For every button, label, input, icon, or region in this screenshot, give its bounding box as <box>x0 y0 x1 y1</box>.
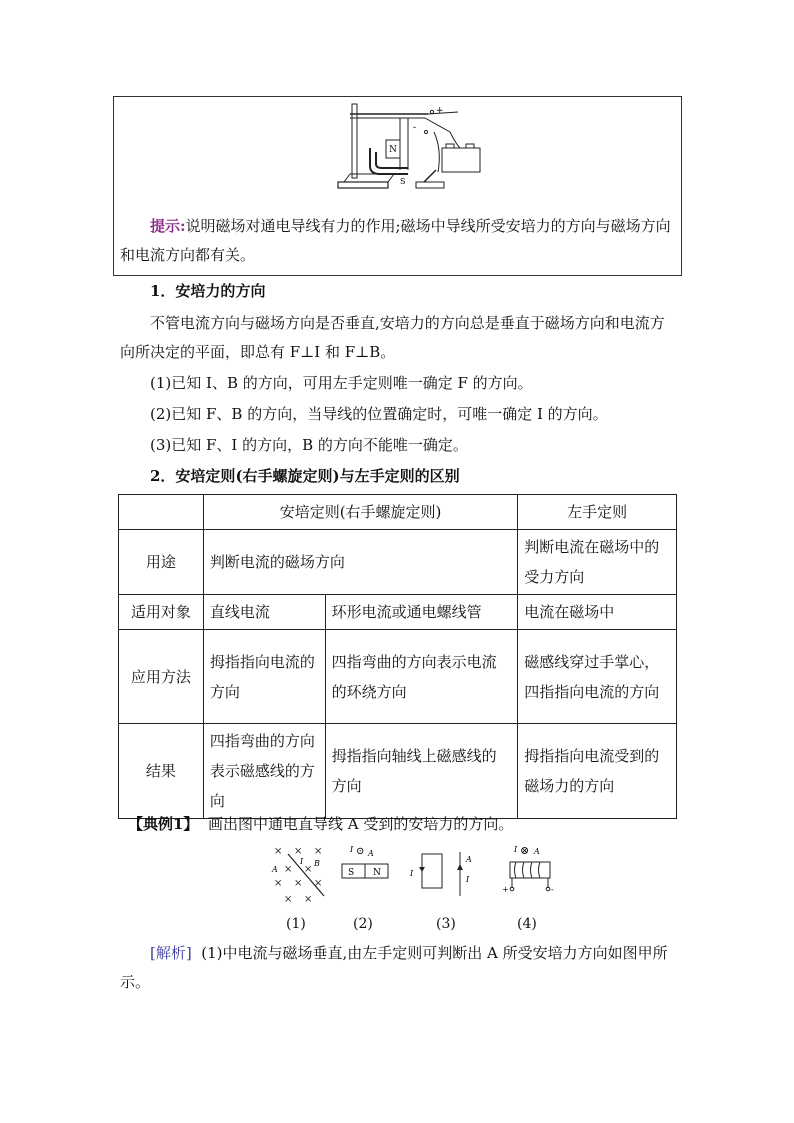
hint-label: 提示: <box>150 217 186 235</box>
table-cell: 直线电流 <box>203 595 325 630</box>
table-cell: 判断电流的磁场方向 <box>203 530 517 595</box>
section1-item-2: (2)已知 F、B 的方向，当导线的位置确定时，可唯一确定 I 的方向。 <box>150 405 608 423</box>
plus-label: + <box>436 106 444 116</box>
svg-text:-: - <box>551 885 554 894</box>
svg-text:×: × <box>294 878 303 889</box>
svg-text:×: × <box>284 894 293 905</box>
label-A: A <box>272 865 278 874</box>
section1-item-3: (3)已知 F、I 的方向，B 的方向不能唯一确定。 <box>150 436 468 454</box>
analysis-text: (1)中电流与磁场垂直,由左手定则可判断出 A 所受安培力方向如图甲所示。 <box>120 944 668 991</box>
table-cell: 环形电流或通电螺线管 <box>325 595 518 630</box>
example-tag: 【典例1】 <box>128 815 199 833</box>
table-cell: 四指弯曲的方向表示磁感线的方向 <box>203 724 325 819</box>
section1-intro: 不管电流方向与磁场方向是否垂直,安培力的方向总是垂直于磁场方向和电流方向所决定的平面，即总有 F⊥I 和 F⊥B。 <box>120 314 665 361</box>
svg-text:×: × <box>274 846 283 857</box>
table-row-label: 适用对象 <box>119 595 204 630</box>
table-cell: 拇指指向电流受到的磁场力的方向 <box>518 724 677 819</box>
figure-caption-3: (3) <box>436 916 456 932</box>
table-cell: 拇指指向轴线上磁感线的方向 <box>325 724 518 819</box>
svg-text:×: × <box>314 878 323 889</box>
example-figure-2 <box>340 840 392 886</box>
table-row <box>119 630 677 724</box>
cross-icon: ⊗ <box>520 844 530 857</box>
table-row-label: 用途 <box>119 530 204 595</box>
example-figure-4 <box>500 840 560 898</box>
table-row <box>119 724 677 819</box>
table-row-label: 应用方法 <box>119 630 204 724</box>
svg-text:×: × <box>304 864 313 875</box>
south-label: S <box>400 177 406 186</box>
example-figure-3 <box>408 850 480 900</box>
svg-text:×: × <box>314 846 323 857</box>
example-question: 画出图中通电直导线 A 受到的安培力的方向。 <box>207 815 514 833</box>
table-row-label: 结果 <box>119 724 204 819</box>
figure-caption-2: (2) <box>353 916 373 932</box>
example-figure-1 <box>270 844 334 906</box>
svg-text:N: N <box>373 868 381 878</box>
dot-icon: ⊙ <box>356 846 365 857</box>
svg-text:+: + <box>502 885 509 894</box>
svg-text:A: A <box>368 849 374 858</box>
svg-text:×: × <box>274 878 283 889</box>
svg-text:×: × <box>304 894 313 905</box>
label-B: B <box>314 859 320 868</box>
svg-text:I: I <box>410 869 414 878</box>
table-cell: 拇指指向电流的方向 <box>203 630 325 724</box>
north-label: N <box>389 145 397 155</box>
table-cell: 判断电流在磁场中的受力方向 <box>518 530 677 595</box>
svg-text:A: A <box>534 847 540 856</box>
table-cell: 磁感线穿过手掌心，四指指向电流的方向 <box>518 630 677 724</box>
svg-text:×: × <box>294 846 303 857</box>
section1-heading: 1．安培力的方向 <box>150 282 266 300</box>
table-row <box>119 530 677 595</box>
table-header-row <box>119 495 677 530</box>
hint-paragraph <box>120 212 680 270</box>
apparatus-figure <box>330 100 490 200</box>
figure-caption-4: (4) <box>517 916 537 932</box>
svg-text:I: I <box>350 845 354 854</box>
analysis-paragraph <box>120 939 680 997</box>
analysis-tag: [解析] <box>150 944 192 962</box>
svg-text:S: S <box>348 868 355 878</box>
hint-text: 说明磁场对通电导线有力的作用;磁场中导线所受安培力的方向与磁场方向和电流方向都有关。 <box>120 217 671 264</box>
section2-heading: 2．安培定则(右手螺旋定则)与左手定则的区别 <box>150 467 460 485</box>
table-header-cell: 安培定则(右手螺旋定则) <box>203 495 517 530</box>
example-line <box>128 810 513 839</box>
comparison-table <box>118 494 677 819</box>
table-row <box>119 595 677 630</box>
section1-item-1: (1)已知 I、B 的方向，可用左手定则唯一确定 F 的方向。 <box>150 374 533 392</box>
figure-caption-1: (1) <box>286 916 306 932</box>
table-cell: 电流在磁场中 <box>518 595 677 630</box>
minus-label: - <box>413 123 417 133</box>
svg-text:×: × <box>284 864 293 875</box>
table-header-cell: 左手定则 <box>518 495 677 530</box>
svg-text:I: I <box>466 875 470 884</box>
svg-text:A: A <box>466 855 472 864</box>
table-header-cell <box>119 495 204 530</box>
table-cell: 四指弯曲的方向表示电流的环绕方向 <box>325 630 518 724</box>
label-I: I <box>300 857 304 866</box>
svg-text:I: I <box>514 845 518 854</box>
